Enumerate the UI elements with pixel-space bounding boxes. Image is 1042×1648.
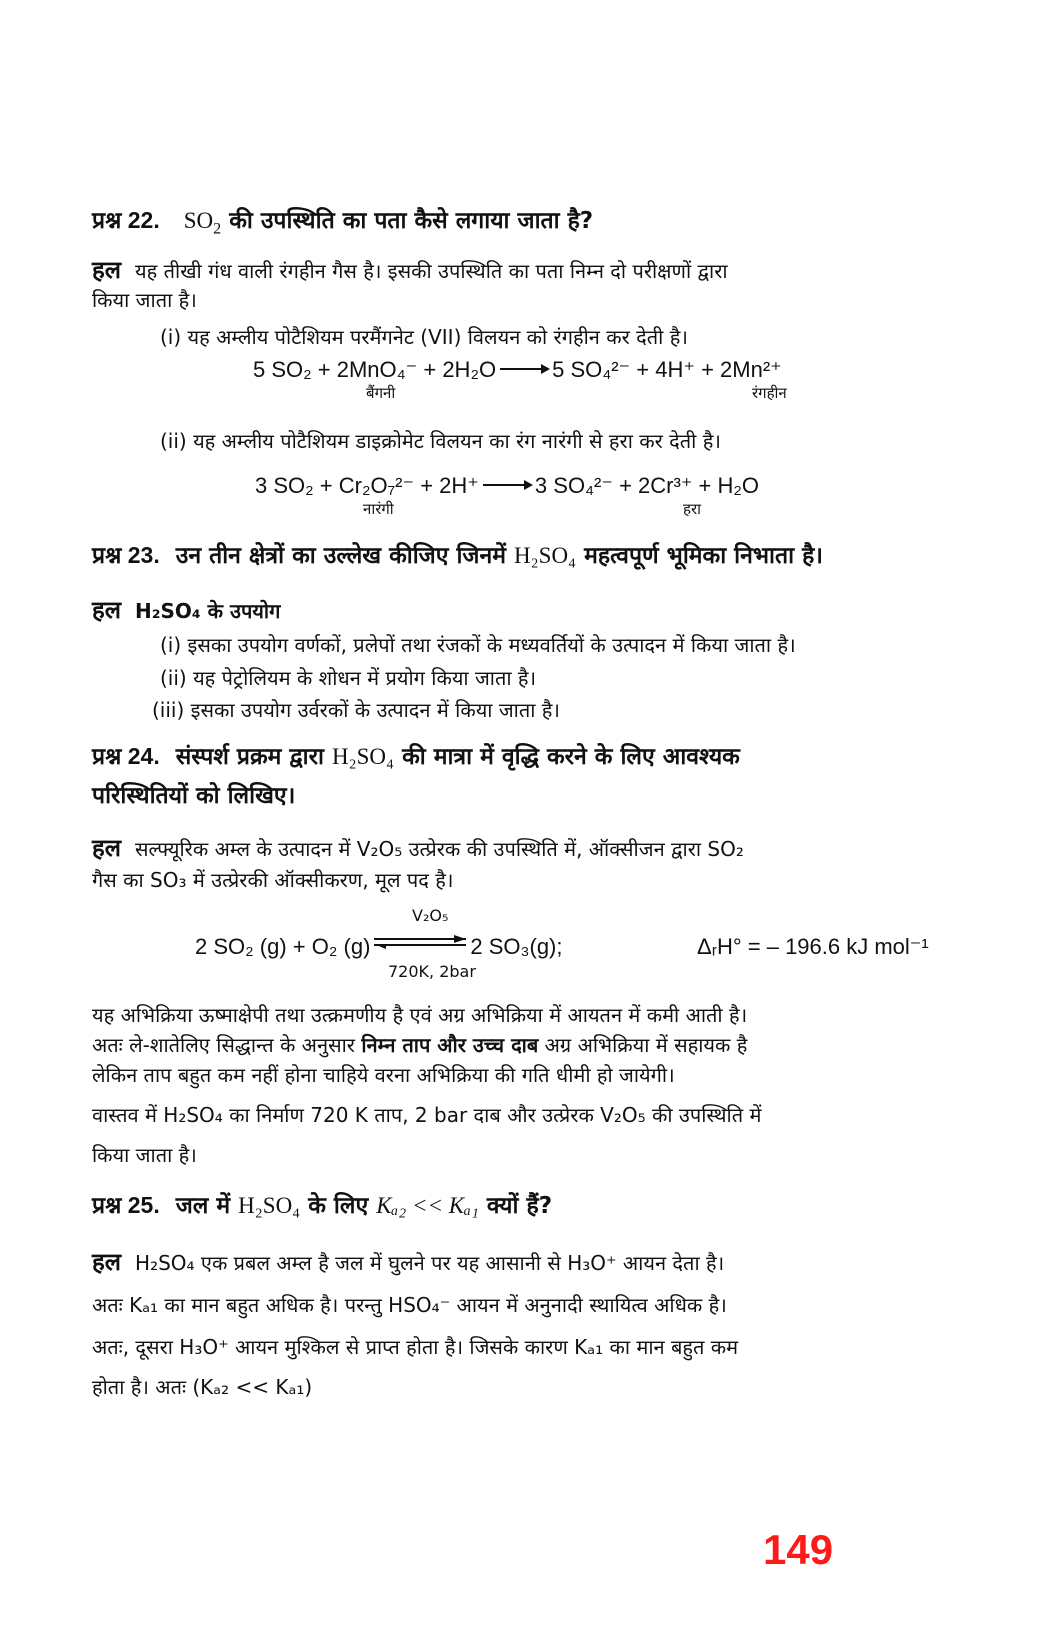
question-23: प्रश्न 23. उन तीन क्षेत्रों का उल्लेख कीजिए जिनमें H₂SO₄ महत्वपूर्ण भूमिका निभाता है। <box>92 542 824 569</box>
question-25: प्रश्न 25. जल में H₂SO₄ के लिए Kₐ₂ << Kₐ₁ क्यों हैं? <box>92 1192 553 1219</box>
answer-label: हल <box>92 596 122 624</box>
reaction-arrow-icon <box>483 484 531 486</box>
color-label-orange: नारंगी <box>363 500 394 518</box>
answer-22-point-1: (i) यह अम्लीय पोटैशियम परमैंगनेट (VII) विलयन को रंगहीन कर देती है। <box>160 325 688 349</box>
question-relation: Kₐ₂ << Kₐ₁ <box>376 1193 479 1218</box>
question-24-line-1: प्रश्न 24. संस्पर्श प्रक्रम द्वारा H₂SO₄ की मात्रा में वृद्धि करने के लिए आवश्यक <box>92 743 740 770</box>
question-text: की उपस्थिति का पता कैसे लगाया जाता है? <box>221 208 594 234</box>
answer-22-line-2: किया जाता है। <box>92 288 197 312</box>
answer-25-line-2: अतः Kₐ₁ का मान बहुत अधिक है। परन्तु HSO₄⁻ आयन में अनुनादी स्थायित्व अधिक है। <box>92 1293 727 1317</box>
answer-25-line-3: अतः, दूसरा H₃O⁺ आयन मुश्किल से प्राप्त होता है। जिसके कारण Kₐ₁ का मान बहुत कम <box>92 1335 739 1359</box>
answer-label: हल <box>92 834 122 862</box>
equation-lhs: 5 SO₂ + 2MnO₄⁻ + 2H₂O <box>253 357 497 382</box>
equation-rhs: 2 SO₃(g); <box>470 934 563 959</box>
question-label: प्रश्न 22. <box>92 207 160 233</box>
conditions-label: 720K, 2bar <box>388 962 476 981</box>
equation-rhs: 3 SO₄²⁻ + 2Cr³⁺ + H₂O <box>534 473 760 498</box>
emphasis-text: निम्न ताप और उच्च दाब <box>361 1033 539 1057</box>
question-chem: H₂SO₄ <box>514 543 577 568</box>
enthalpy-value: ΔᵣH° = – 196.6 kJ mol⁻¹ <box>697 934 929 959</box>
equation-dichromate <box>255 472 759 500</box>
equation-rhs: 5 SO₄²⁻ + 4H⁺ + 2Mn²⁺ <box>552 357 782 382</box>
answer-25-line-1: हल H₂SO₄ एक प्रबल अम्ल है जल में घुलने पर यह आसानी से H₃O⁺ आयन देता है। <box>92 1248 725 1276</box>
question-chem: H₂SO₄ <box>332 744 395 769</box>
question-24-line-2: परिस्थितियों को लिखिए। <box>92 783 296 809</box>
color-label-green: हरा <box>683 500 701 518</box>
answer-24-line-1: हल सल्फ्यूरिक अम्ल के उत्पादन में V₂O₅ उत्प्रेरक की उपस्थिति में, ऑक्सीजन द्वारा SO₂ <box>92 834 744 862</box>
question-label: प्रश्न 24. <box>92 743 160 769</box>
question-label: प्रश्न 25. <box>92 1192 160 1218</box>
answer-22-point-2: (ii) यह अम्लीय पोटैशियम डाइक्रोमेट विलयन का रंग नारंगी से हरा कर देती है। <box>160 429 721 453</box>
equation-contact-process <box>195 933 563 961</box>
page-number: 149 <box>763 1526 834 1573</box>
question-label: प्रश्न 23. <box>92 542 160 568</box>
answer-23-item: (ii) यह पेट्रोलियम के शोधन में प्रयोग किया जाता है। <box>160 666 537 690</box>
answer-24-para-1-line-3: लेकिन ताप बहुत कम नहीं होना चाहिये वरना अभिक्रिया की गति धीमी हो जायेगी। <box>92 1063 675 1087</box>
equilibrium-arrow-icon <box>374 938 466 950</box>
answer-23-heading: हल H₂SO₄ के उपयोग <box>92 596 281 624</box>
answer-24-line-2: गैस का SO₃ में उत्प्रेरकी ऑक्सीकरण, मूल पद है। <box>92 868 454 892</box>
answer-24-para-1-line-2: अतः ले-शातेलिए सिद्धान्त के अनुसार निम्न ताप और उच्च दाब अग्र अभिक्रिया में सहायक है <box>92 1033 748 1057</box>
answer-23-item: (iii) इसका उपयोग उर्वरकों के उत्पादन में किया जाता है। <box>152 698 560 722</box>
answer-25-line-4: होता है। अतः (Kₐ₂ << Kₐ₁) <box>92 1375 313 1399</box>
reaction-arrow-icon <box>500 368 548 370</box>
catalyst-label: V₂O₅ <box>412 906 449 925</box>
answer-22-line-1: हल यह तीखी गंध वाली रंगहीन गैस है। इसकी उपस्थिति का पता निम्न दो परीक्षणों द्वारा <box>92 256 728 284</box>
color-label-purple: बैंगनी <box>366 384 396 402</box>
answer-23-item: (i) इसका उपयोग वर्णकों, प्रलेपों तथा रंजकों के मध्यवर्तियों के उत्पादन में किया जाता है। <box>160 633 796 657</box>
answer-24-para-2-line-1: वास्तव में H₂SO₄ का निर्माण 720 K ताप, 2 bar दाब और उत्प्रेरक V₂O₅ की उपस्थिति में <box>92 1103 762 1127</box>
answer-24-para-2-line-2: किया जाता है। <box>92 1143 197 1167</box>
equation-lhs: 2 SO₂ (g) + O₂ (g) <box>195 934 371 959</box>
question-22 <box>92 205 952 245</box>
answer-label: हल <box>92 256 122 284</box>
equation-lhs: 3 SO₂ + Cr₂O₇²⁻ + 2H⁺ <box>255 473 479 498</box>
answer-24-para-1-line-1: यह अभिक्रिया ऊष्माक्षेपी तथा उत्क्रमणीय है एवं अग्र अभिक्रिया में आयतन में कमी आती है। <box>92 1003 748 1027</box>
equation-permanganate <box>253 356 782 384</box>
question-chem: H₂SO₄ <box>238 1193 301 1218</box>
answer-label: हल <box>92 1248 122 1276</box>
question-chem: $SO_2$ <box>183 208 222 238</box>
color-label-colorless: रंगहीन <box>752 384 787 402</box>
